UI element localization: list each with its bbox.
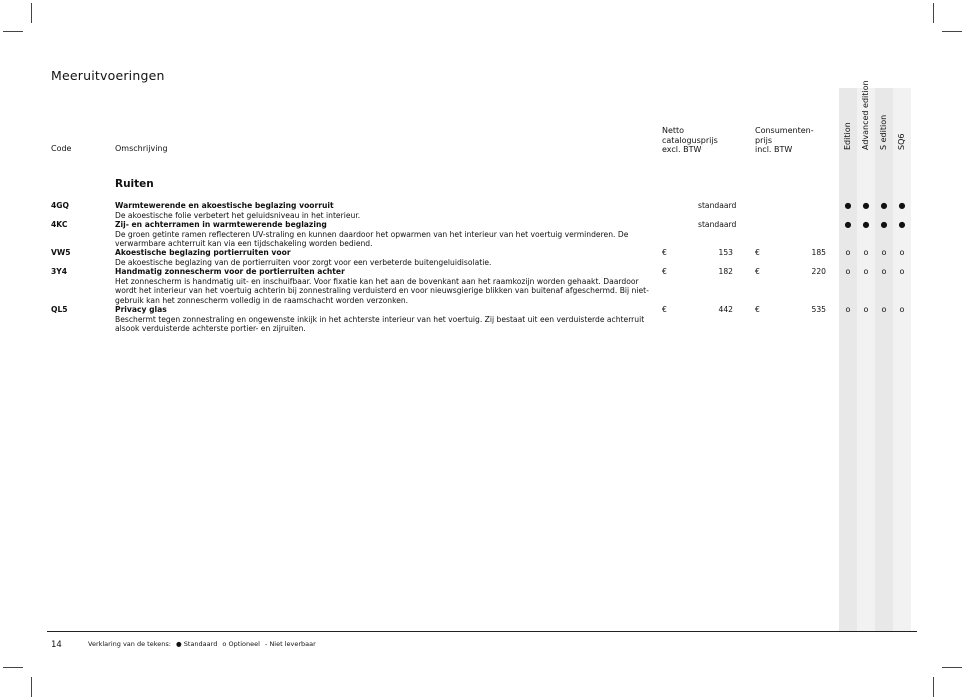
legend-not-available: - Niet leverbaar [265, 640, 316, 648]
crop-mark [933, 677, 934, 697]
option-name: Handmatig zonnescherm voor de portierruiten achter [115, 267, 345, 276]
option-description [115, 305, 650, 334]
option-name: Warmtewerende en akoestische beglazing voorruit [115, 201, 334, 210]
consumer-price: 535 [811, 305, 826, 314]
legend-label: Verklaring van de tekens: [88, 640, 171, 648]
mark-advanced-edition: ● [862, 201, 870, 210]
net-price: 442 [718, 305, 733, 314]
header-consumer-price-line: incl. BTW [755, 145, 793, 154]
mark-sq6: ● [898, 220, 906, 229]
net-price-currency: € [662, 248, 667, 257]
legend-standard: ● Standaard [176, 640, 218, 648]
header-consumer-price [755, 126, 814, 155]
column-band-sq6 [893, 88, 911, 632]
mark-sq6: ● [898, 201, 906, 210]
header-consumer-price-line: prijs [755, 135, 772, 145]
crop-mark [3, 31, 23, 32]
option-name: Privacy glas [115, 305, 167, 314]
header-advanced-edition: Advanced edition [861, 80, 870, 150]
crop-mark [31, 677, 32, 697]
page-title: Meeruitvoeringen [51, 68, 165, 83]
section-title: Ruiten [115, 178, 154, 190]
option-description [115, 220, 650, 249]
legend-optional: o Optioneel [222, 640, 260, 648]
option-name: Akoestische beglazing portierruiten voor [115, 248, 291, 257]
option-text: De akoestische folie verbetert het geluidsniveau in het interieur. [115, 210, 361, 220]
mark-s-edition: o [881, 248, 887, 257]
page-number: 14 [51, 640, 62, 650]
consumer-price: 220 [811, 267, 826, 276]
mark-sq6: o [899, 305, 905, 314]
option-code: 3Y4 [51, 267, 68, 276]
column-band-edition [839, 88, 857, 632]
option-text: Beschermt tegen zonnestraling en ongewenste inkijk in het achterste interieur van het voertuig. Zij bestaat uit een verduisterde achterruit alsook verduisterde achterste portier- en zijruiten. [115, 314, 645, 333]
consumer-price-currency: € [755, 248, 760, 257]
header-description: Omschrijving [115, 144, 168, 153]
mark-s-edition: o [881, 267, 887, 276]
crop-mark [933, 3, 934, 23]
footer-divider [47, 631, 917, 632]
legend [88, 640, 319, 648]
crop-mark [942, 31, 962, 32]
column-band-s-edition [875, 88, 893, 632]
option-code: QL5 [51, 305, 68, 314]
column-band-advanced-edition [857, 88, 875, 632]
option-description [115, 267, 650, 305]
net-price-currency: € [662, 267, 667, 276]
option-text: De akoestische beglazing van de portierruiten voor zorgt voor een verbeterde buitengeluidisolatie. [115, 257, 492, 267]
mark-advanced-edition: o [863, 305, 869, 314]
consumer-price-currency: € [755, 267, 760, 276]
mark-s-edition: ● [880, 201, 888, 210]
net-price: 153 [718, 248, 733, 257]
crop-mark [942, 667, 962, 668]
crop-mark [3, 667, 23, 668]
header-net-price-line: Netto [662, 126, 685, 135]
mark-edition: o [845, 267, 851, 276]
header-edition: Edition [843, 122, 852, 150]
header-code: Code [51, 144, 72, 153]
header-net-price [662, 126, 718, 155]
mark-edition: ● [844, 201, 852, 210]
option-code: 4KC [51, 220, 68, 229]
crop-mark [31, 3, 32, 23]
mark-edition: ● [844, 220, 852, 229]
header-net-price-line: excl. BTW [662, 145, 702, 154]
header-net-price-line: catalogusprijs [662, 135, 718, 145]
mark-advanced-edition: o [863, 248, 869, 257]
mark-s-edition: ● [880, 220, 888, 229]
option-code: VW5 [51, 248, 71, 257]
option-description [115, 201, 650, 220]
mark-advanced-edition: ● [862, 220, 870, 229]
mark-edition: o [845, 305, 851, 314]
mark-sq6: o [899, 267, 905, 276]
consumer-price-currency: € [755, 305, 760, 314]
option-text: Het zonnescherm is handmatig uit- en inschuifbaar. Voor fixatie kan het aan de bovenkant aan het raamkozijn worden gehaakt. Daardoor wordt het interieur van het voertuig achterin bij zonnestraling verduisterd en voor nieuwsgierige blikken van buitenaf afgeschermd. Bij niet-gebruik kan het zonnescherm volledig in de raamschacht worden verzonken. [115, 276, 649, 305]
option-name: Zij- en achterramen in warmtewerende beglazing [115, 220, 327, 229]
option-description [115, 248, 650, 267]
consumer-price: 185 [811, 248, 826, 257]
net-price: 182 [718, 267, 733, 276]
header-consumer-price-line: Consumenten- [755, 126, 814, 135]
mark-s-edition: o [881, 305, 887, 314]
option-code: 4GQ [51, 201, 69, 210]
header-sq6: SQ6 [897, 133, 906, 150]
mark-sq6: o [899, 248, 905, 257]
net-price-standard: standaard [698, 220, 737, 229]
net-price-standard: standaard [698, 201, 737, 210]
mark-edition: o [845, 248, 851, 257]
option-text: De groen getinte ramen reflecteren UV-straling en kunnen daardoor het opwarmen van het interieur van het voertuig verminderen. De verwarmbare achterruit kan via een tijdschakeling worden bediend. [115, 229, 629, 248]
net-price-currency: € [662, 305, 667, 314]
mark-advanced-edition: o [863, 267, 869, 276]
header-s-edition: S edition [879, 114, 888, 150]
